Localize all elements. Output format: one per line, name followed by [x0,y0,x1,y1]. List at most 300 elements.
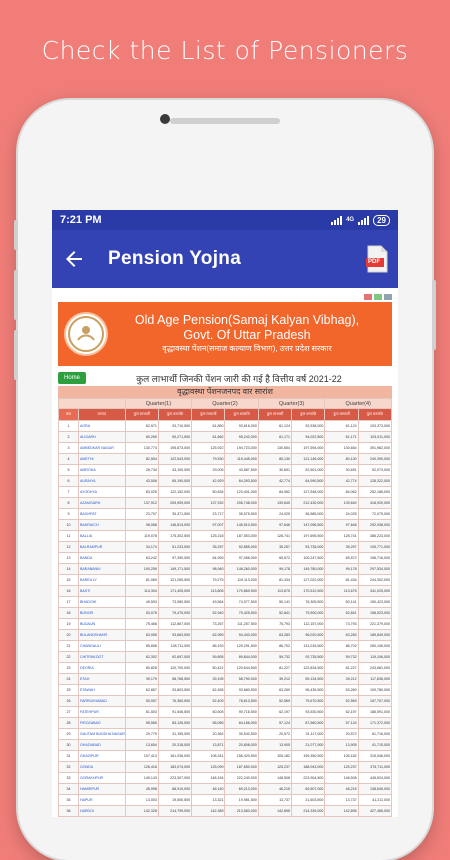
table-cell: 142,328 [125,806,158,817]
table-row [59,630,392,641]
table-cell: 109,780,000 [358,685,391,696]
table-cell: 13,737 [258,795,291,806]
table-cell: 35,257 [258,542,291,553]
table-cell: 187,650,000 [225,762,258,773]
district-link[interactable]: BARABANKI [78,564,125,575]
table-cell: 121,146,000 [292,454,325,465]
table-cell: 148,508 [325,773,358,784]
pdf-label: PDF [368,259,380,265]
table-cell: 120,700,000 [158,663,191,674]
district-link[interactable]: BALRAMPUR [78,542,125,553]
table-cell: 52,409 [192,696,225,707]
row-serial: 13 [59,553,79,564]
district-link[interactable]: HAMIRPUR [78,784,125,795]
table-cell: 130,654 [258,443,291,454]
table-cell: 42,774 [258,476,291,487]
table-cell: 20,572 [325,729,358,740]
row-serial: 25 [59,685,79,696]
quarter-header: Quarter(1) [125,399,192,409]
table-cell: 93,816,000 [225,421,258,432]
table-cell: 63,242 [125,553,158,564]
table-cell: 148,508 [258,773,291,784]
table-cell: 146,813,000 [158,520,191,531]
table-cell: 83,025 [125,487,158,498]
table-cell: 52,569 [325,696,358,707]
table-cell: 137,912 [125,498,158,509]
table-cell: 58,768,500 [158,674,191,685]
app-title: Pension Yojna [108,248,242,269]
table-cell: 50,907 [125,696,158,707]
table-cell: 64,393,500 [225,476,258,487]
table-cell: 79,500,000 [292,608,325,619]
table-cell: 34,174 [125,542,158,553]
table-cell: 31,155,000 [158,729,191,740]
quarter-header: Quarter(3) [258,399,325,409]
table-cell: 43,506 [125,476,158,487]
table-cell: 97,007 [192,520,225,531]
table-cell: 13,654 [125,740,158,751]
table-cell: 252,186,000 [358,487,391,498]
table-cell: 112,157,000 [292,619,325,630]
table-row [59,586,392,597]
table-cell: 19,500,500 [158,795,191,806]
table-cell: 130,654 [325,443,358,454]
column-header[interactable]: कुल लाभार्थी [125,409,158,421]
table-cell: 13,003 [125,795,158,806]
district-link[interactable]: FIROZABAD [78,718,125,729]
table-cell: 87,560,500 [292,718,325,729]
table-cell: 92,697,000 [158,652,191,663]
column-header[interactable]: कुल लाभार्थी [325,409,358,421]
district-link[interactable]: BALLIA [78,531,125,542]
table-cell: 60,505 [192,707,225,718]
table-row [59,553,392,564]
table-cell: 78,613,500 [225,696,258,707]
table-row [59,564,392,575]
table-cell: 80,634 [192,487,225,498]
table-cell: 125,237 [258,762,291,773]
district-link[interactable]: BIJNOR [78,608,125,619]
table-cell: 113,675 [325,586,358,597]
table-cell: 61,171 [258,432,291,443]
row-serial: 28 [59,718,79,729]
table-cell: 73,267 [192,619,225,630]
table-cell: 175,302,500 [158,531,191,542]
column-header[interactable]: कुल धनराशि [225,409,258,421]
table-cell: 39,212 [258,674,291,685]
table-cell: 63,260 [258,685,291,696]
district-link[interactable]: FATEHPUR [78,707,125,718]
table-cell: 315,546,000 [358,751,391,762]
table-cell: 81,434 [258,575,291,586]
row-serial: 36 [59,806,79,817]
quarter-header: Quarter(2) [192,399,259,409]
table-cell: 75,466 [125,619,158,630]
table-cell: 75,793 [258,619,291,630]
table-cell: 149,143 [125,773,158,784]
table-cell: 79,275 [192,575,225,586]
table-cell: 65,572 [258,553,291,564]
table-cell: 150,423,000 [358,597,391,608]
table-cell: 55,565 [125,718,158,729]
table-cell: 24,025 [325,509,358,520]
table-cell: 197,695,500 [292,531,325,542]
column-header[interactable]: कुल लाभार्थी [192,409,225,421]
row-serial: 1 [59,421,79,432]
table-cell: 119,445,000 [225,454,258,465]
table-cell: 119,078 [125,531,158,542]
table-cell: 39,195 [192,674,225,685]
table-cell: 170,512,500 [292,586,325,597]
table-cell: 81,434 [325,575,358,586]
signal-icon [331,216,342,225]
table-cell: 13,905 [258,740,291,751]
column-header[interactable]: कुल धनराशि [158,409,191,421]
row-serial: 4 [59,454,79,465]
table-cell: 86,193 [192,641,225,652]
district-link[interactable]: ETAWAH [78,685,125,696]
table-cell: 103,011,000 [358,432,391,443]
table-cell: 391,962,000 [358,443,391,454]
district-link[interactable]: AGRA [78,421,125,432]
table-cell: 125,099 [192,762,225,773]
phone-speaker [170,118,280,124]
table-cell: 222,240,000 [225,773,258,784]
column-header[interactable]: क्रम [59,409,79,421]
table-cell: 86,702 [258,641,291,652]
table-cell: 123,401,000 [225,487,258,498]
table-cell: 74,377,500 [225,597,258,608]
table-cell: 62,959 [192,630,225,641]
table-cell: 94,443,000 [225,630,258,641]
district-link[interactable]: ALIGARH [78,432,125,443]
column-header[interactable]: कुल धनराशि [358,409,391,421]
table-row [59,707,392,718]
table-cell: 23,717 [192,509,225,520]
column-header[interactable]: जनपद [78,409,125,421]
table-row [59,465,392,476]
table-cell: 43,100,000 [158,465,191,476]
table-cell: 84,062 [258,487,291,498]
table-cell: 50,141 [258,597,291,608]
table-cell: 98,940 [192,564,225,575]
table-cell: 107,413 [125,751,158,762]
district-link[interactable]: BANDA [78,553,125,564]
row-serial: 14 [59,564,79,575]
table-cell: 61,124 [258,421,291,432]
table-cell: 52,501,000 [292,465,325,476]
network-type: 4G [346,217,355,223]
district-link[interactable]: BASTI [78,586,125,597]
table-cell: 79,530 [192,454,225,465]
table-cell: 21,077,000 [292,740,325,751]
district-link[interactable]: GHAZIPUR [78,751,125,762]
column-header[interactable]: कुल धनराशि [292,409,325,421]
district-link[interactable]: AYODHYA [78,487,125,498]
table-cell: 91,546,500 [158,707,191,718]
table-cell: 212,430,000 [292,498,325,509]
table-cell: 93,530,500 [292,707,325,718]
table-cell: 80,421 [192,663,225,674]
table-row [59,421,392,432]
table-cell: 205,909,000 [158,498,191,509]
district-link[interactable]: FARRUKHABAD [78,696,125,707]
table-cell: 63,283 [258,630,291,641]
table-row [59,432,392,443]
table-cell: 20,362 [192,729,225,740]
table-cell: 96,435,500 [292,685,325,696]
table-cell: 113,675 [258,586,291,597]
table-cell: 142,895 [258,806,291,817]
table-cell: 243,681,000 [358,663,391,674]
table-row [59,674,392,685]
table-body [59,421,392,817]
table-cell: 30,542,500 [225,729,258,740]
district-link[interactable]: AMETHI [78,454,125,465]
district-link[interactable]: BULANDSHAHR [78,630,125,641]
status-bar [52,210,398,230]
table-cell: 128,741 [258,531,291,542]
district-link[interactable]: BUDAUN [78,619,125,630]
table-cell: 98,068 [125,520,158,531]
table-cell: 86,702 [325,641,358,652]
table-cell: 130,774 [125,443,158,454]
promo-title: Check the List of Pensioners [41,36,409,65]
table-row [59,597,392,608]
table-row [59,773,392,784]
table-cell: 223,307,000 [158,773,191,784]
table-cell: 49,593 [125,597,158,608]
phone-volume-up-button [14,270,18,320]
district-link[interactable]: DEORIA [78,663,125,674]
table-cell: 42,774 [325,476,358,487]
table-cell: 99,178 [325,564,358,575]
table-cell: 81,227 [258,663,291,674]
table-cell: 93,735,500 [292,652,325,663]
table-cell: 93,680,500 [225,685,258,696]
table-row [59,575,392,586]
row-serial: 15 [59,575,79,586]
table-cell: 341,025,000 [358,586,391,597]
table-cell: 76,360,500 [158,696,191,707]
table-cell: 196,716,000 [358,553,391,564]
table-cell: 121,265,500 [158,575,191,586]
table-cell: 119,106,000 [358,652,391,663]
table-row [59,685,392,696]
table-cell: 188,043,000 [292,762,325,773]
district-link[interactable]: ETAH [78,674,125,685]
table-cell: 147,096,500 [292,520,325,531]
table-cell: 197,594,000 [292,443,325,454]
phone-mute-button [14,220,18,250]
report-webview [52,288,398,817]
row-serial: 23 [59,663,79,674]
table-cell: 61,662 [192,432,225,443]
table-cell: 52,940 [192,608,225,619]
table-cell: 128,711,000 [158,641,191,652]
table-cell: 128,741 [325,531,358,542]
table-cell: 69,213,000 [225,784,258,795]
table-cell: 92,538,000 [292,421,325,432]
banner-title-line-2: Govt. Of Uttar Pradesh [183,328,311,342]
table-row [59,806,392,817]
column-header[interactable]: कुल लाभार्थी [258,409,291,421]
table-cell: 64,990,500 [292,476,325,487]
row-serial: 24 [59,674,79,685]
table-cell: 59,134,500 [292,674,325,685]
district-link[interactable]: GONDA [78,762,125,773]
table-cell: 64,993 [192,553,225,564]
table-cell: 149,171,500 [158,564,191,575]
table-cell: 61,124 [325,421,358,432]
table-row [59,476,392,487]
table-cell: 158,523,000 [358,608,391,619]
table-cell: 112,867,000 [158,619,191,630]
battery-icon: 29 [373,215,390,226]
section-title: वृद्धावस्था पेंशनजनपद वार सारांश [58,386,392,398]
district-link[interactable]: GHAZIABAD [78,740,125,751]
district-link[interactable]: BAREILLY [78,575,125,586]
table-cell: 142,895 [325,806,358,817]
district-link[interactable]: HAPUR [78,795,125,806]
flag-icon[interactable] [374,294,382,300]
table-cell: 57,124 [325,718,358,729]
district-link[interactable]: HARDOI [78,806,125,817]
table-cell: 189,849,000 [358,630,391,641]
language-flags [58,292,392,302]
table-cell: 20,318,000 [158,740,191,751]
row-serial: 22 [59,652,79,663]
row-serial: 11 [59,531,79,542]
table-cell: 65,190,000 [158,476,191,487]
status-time: 7:21 PM [60,214,102,226]
table-cell: 41,211,000 [358,795,391,806]
table-cell: 142,389 [192,806,225,817]
table-cell: 69,507,000 [292,784,325,795]
table-cell: 122,834,500 [292,663,325,674]
table-cell: 90,716,500 [225,707,258,718]
flag-icon[interactable] [384,294,392,300]
table-cell: 68,910,000 [158,784,191,795]
table-cell: 51,233,500 [158,542,191,553]
district-link[interactable]: AMROHA [78,465,125,476]
header-banner [58,302,392,366]
district-link[interactable]: BAHRAICH [78,520,125,531]
district-link[interactable]: AURAIYA [78,476,125,487]
banner-title-line-1: Old Age Pension(Samaj Kalyan Vibhag), [134,313,360,327]
table-cell: 148,154 [192,773,225,784]
table-cell: 81,069 [125,575,158,586]
district-link[interactable]: AZAMGARH [78,498,125,509]
district-link[interactable]: BAGHPAT [78,509,125,520]
table-cell: 95,242,000 [225,432,258,443]
table-row [59,641,392,652]
table-cell: 82,554 [125,454,158,465]
back-arrow-icon[interactable] [62,247,86,271]
row-serial: 27 [59,707,79,718]
table-row [59,718,392,729]
table-cell: 53,260 [325,685,358,696]
table-cell: 183,074,000 [158,762,191,773]
flag-icon[interactable] [364,294,372,300]
row-serial: 5 [59,465,79,476]
table-row [59,663,392,674]
table-cell: 96,020,500 [292,630,325,641]
table-cell: 80,828 [125,663,158,674]
table-row [59,608,392,619]
table-cell: 79,425,500 [225,608,258,619]
district-link[interactable]: CHANDAULI [78,641,125,652]
table-cell: 80,130 [258,454,291,465]
table-cell: 97,399,000 [158,553,191,564]
table-cell: 145,510,500 [225,520,258,531]
table-cell: 105,182 [325,751,358,762]
row-serial: 8 [59,498,79,509]
table-cell: 62,302 [125,652,158,663]
district-link[interactable]: CHITRAKOOT [78,652,125,663]
table-cell: 93,710,500 [158,421,191,432]
district-link[interactable]: GAUTAM BUDDHA NAGAR [78,729,125,740]
district-link[interactable]: AMBEDKAR NAGAR [78,443,125,454]
table-row [59,729,392,740]
table-cell: 105,182 [258,751,291,762]
district-link[interactable]: GORAKHPUR [78,773,125,784]
table-cell: 100,247,500 [292,553,325,564]
table-cell: 260,106,000 [358,641,391,652]
home-button[interactable]: Home [58,372,86,384]
table-cell: 30,691 [325,465,358,476]
table-cell: 52,841 [325,608,358,619]
table-cell: 28,734 [125,465,158,476]
phone-volume-down-button [14,330,18,380]
table-cell: 62,197 [325,707,358,718]
table-cell: 61,171 [325,432,358,443]
signal-icon-2 [358,216,369,225]
table-cell: 418,920,000 [358,498,391,509]
row-serial: 16 [59,586,79,597]
table-cell: 186,591,000 [358,707,391,718]
district-link[interactable]: BHADOHI [78,597,125,608]
table-row [59,454,392,465]
table-cell: 99,178 [258,564,291,575]
table-cell: 159,350,500 [292,751,325,762]
table-cell: 65,572 [325,553,358,564]
table-cell: 111,257,500 [225,619,258,630]
table-cell: 35,257 [192,542,225,553]
table-cell: 35,371,500 [158,509,191,520]
table-cell: 62,455 [192,685,225,696]
table-cell: 375,711,000 [358,762,391,773]
table-cell: 80,130 [325,454,358,465]
table-cell: 97,086,000 [225,553,258,564]
pdf-download-icon[interactable] [366,245,388,273]
table-cell: 63,955 [125,630,158,641]
table-row [59,520,392,531]
table-cell: 194,723,000 [225,443,258,454]
table-cell: 84,166,000 [225,718,258,729]
table-row [59,751,392,762]
table-cell: 129,291,500 [225,641,258,652]
table-cell: 81,227 [325,663,358,674]
row-serial: 12 [59,542,79,553]
table-cell: 20,808,000 [225,740,258,751]
table-cell: 97,646 [258,520,291,531]
table-cell: 292,938,000 [358,520,391,531]
row-serial: 32 [59,762,79,773]
banner-title-hindi: वृद्धावस्था पेंशन(समाज कल्याण विभाग), उत्तर प्रदेश सरकार [162,344,332,353]
table-cell: 61,850 [192,421,225,432]
table-cell: 29,005 [192,465,225,476]
